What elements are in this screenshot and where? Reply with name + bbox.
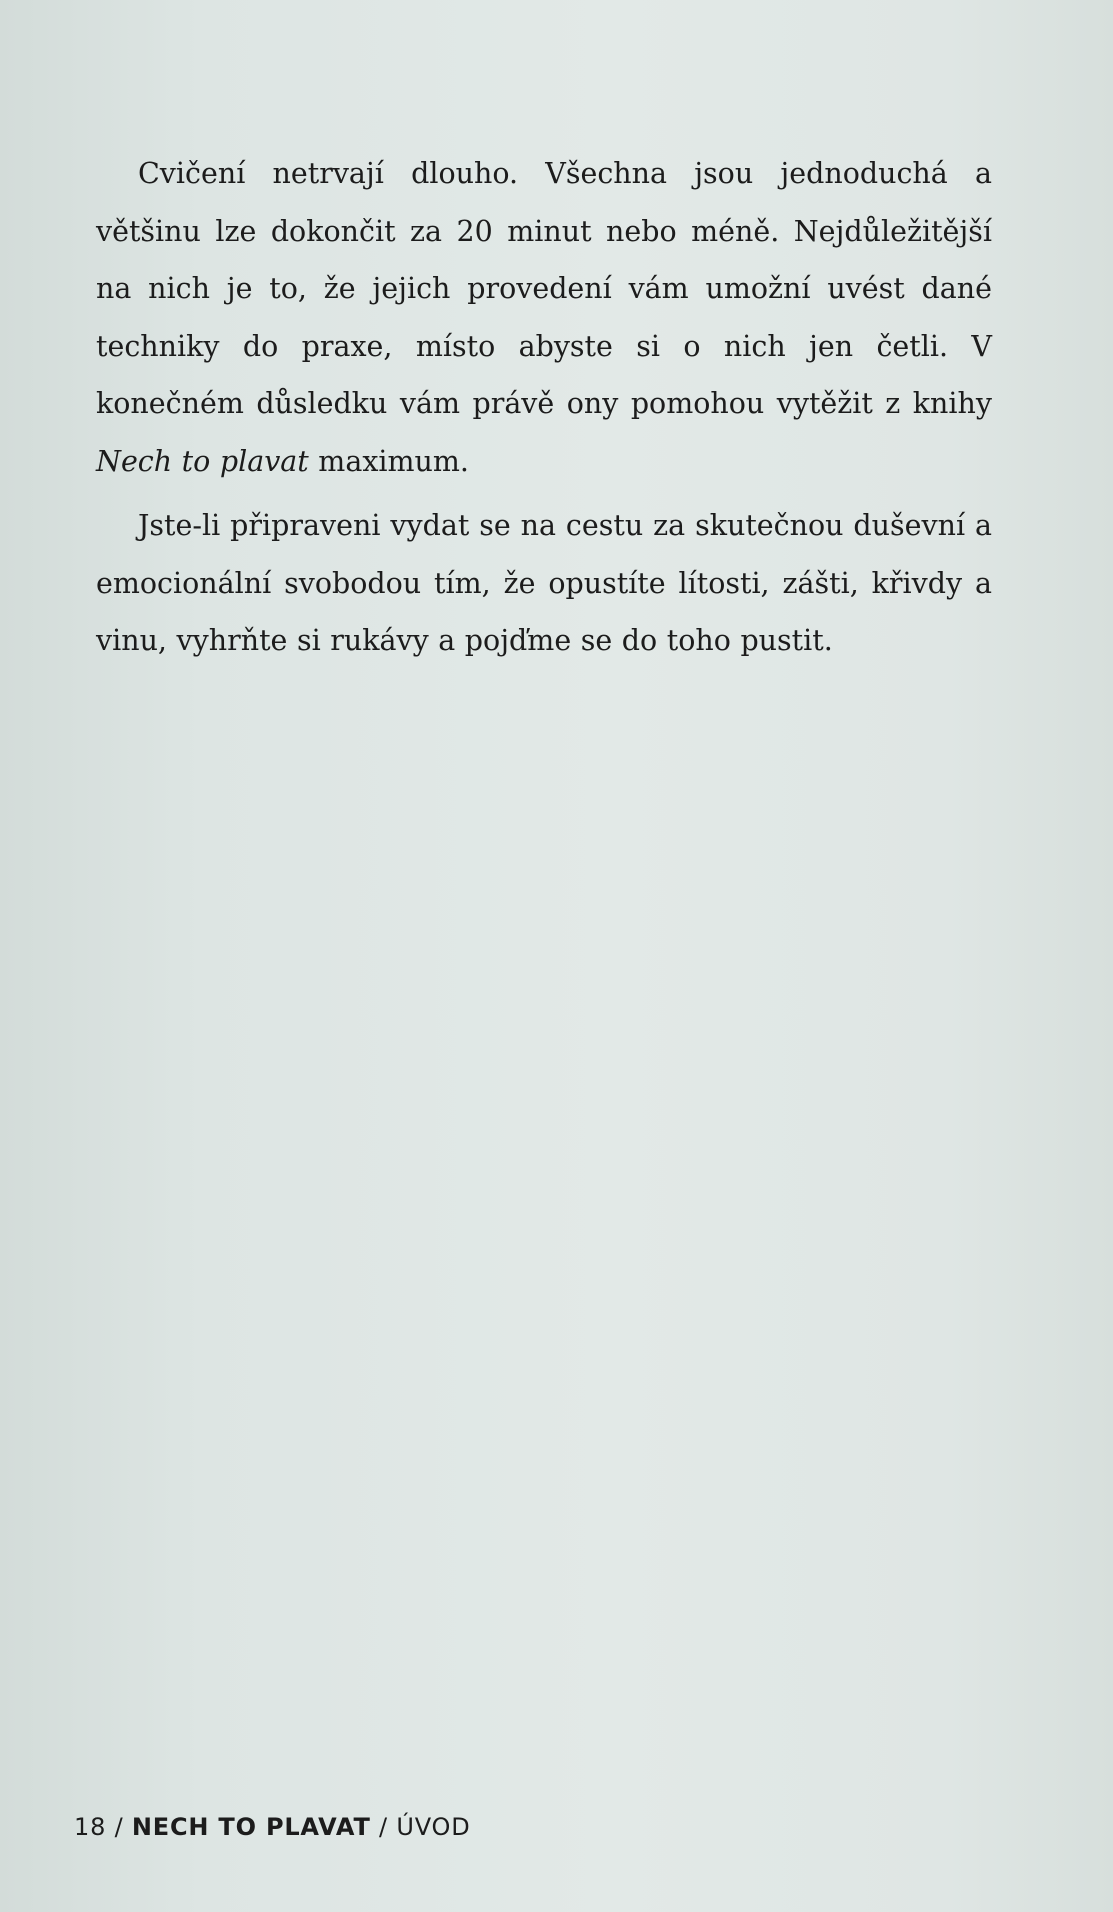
book-title-italic: Nech to plavat: [96, 444, 309, 478]
footer-section: ÚVOD: [396, 1813, 471, 1841]
paragraph-1-end: maximum.: [308, 444, 469, 478]
body-text: [96, 145, 992, 677]
running-footer: [74, 1811, 471, 1843]
footer-book-title: NECH TO PLAVAT: [131, 1813, 371, 1841]
footer-separator-2: /: [370, 1813, 397, 1841]
paragraph-1: [96, 145, 992, 490]
footer-separator: /: [106, 1813, 132, 1841]
paragraph-2: [96, 497, 992, 670]
paragraph-1-text: Cvičení netrvají dlouho. Všechna jsou jednoduchá a většinu lze dokončit za 20 minut nebo méně. Nejdůležitější na nich je to, že jejich provedení vám umožní uvést dané techniky do praxe, místo abyste si o nich jen četli. V konečném důsledku vám právě ony pomohou vytěžit z knihy: [96, 157, 992, 420]
paragraph-2-text: Jste-li připraveni vydat se na cestu za skutečnou duševní a emocionální svobodou tím, že opustíte lítosti, zášti, křivdy a vinu, vyhrňte si rukávy a pojďme se do toho pustit.: [96, 509, 992, 657]
page-number: 18: [74, 1813, 107, 1841]
